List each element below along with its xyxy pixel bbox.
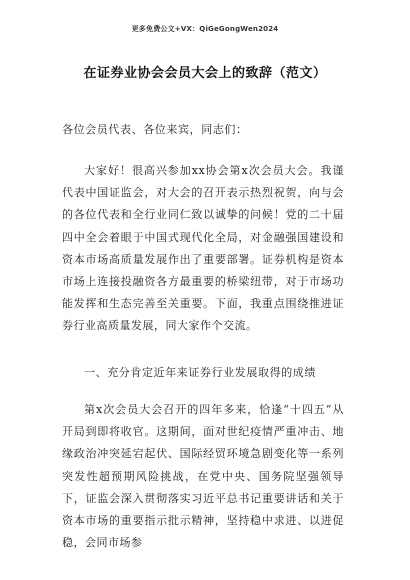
header-note: 更多免费公文+VX：QiGeGongWen2024	[131, 25, 279, 33]
document-title: 在证券业协会会员大会上的致辞（范文）	[83, 66, 327, 81]
body-paragraph: 大家好！很高兴参加xx协会第x次会员大会。我谨代表中国证监会，对大会的召开表示热烈祝贺，向与会的各位代表和全行业同仁致以诚挚的问候！党的二十届四中全会着眼于中国式现代化全局，对金融强国建设和资本市场高质量发展作出了重要部署。证券机构是资本市场上连接投融资各方最重要的桥梁纽带，对于市场功能发挥和生态完善至关重要。下面，我重点围绕推进证券行业高质量发展，同大家作个交流。	[62, 164, 344, 333]
salutation: 各位会员代表、各位来宾，同志们：	[62, 123, 248, 136]
section-heading: 一、充分肯定近年来证券行业发展取得的成绩	[84, 366, 316, 379]
section-paragraph: 第x次会员大会召开的四年多来，恰逢“十四五”从开局到即将收官。这期间，面对世纪疫情严重冲击、地缘政治冲突延宕起伏、国际经贸环境急剧变化等一系列突发性超预期风险挑战，在党中央、国务院坚强领导下，证监会深入贯彻落实习近平总书记重要讲话和关于资本市场的重要指示批示精神，坚持稳中求进、以进促稳，会同市场参	[62, 403, 344, 550]
